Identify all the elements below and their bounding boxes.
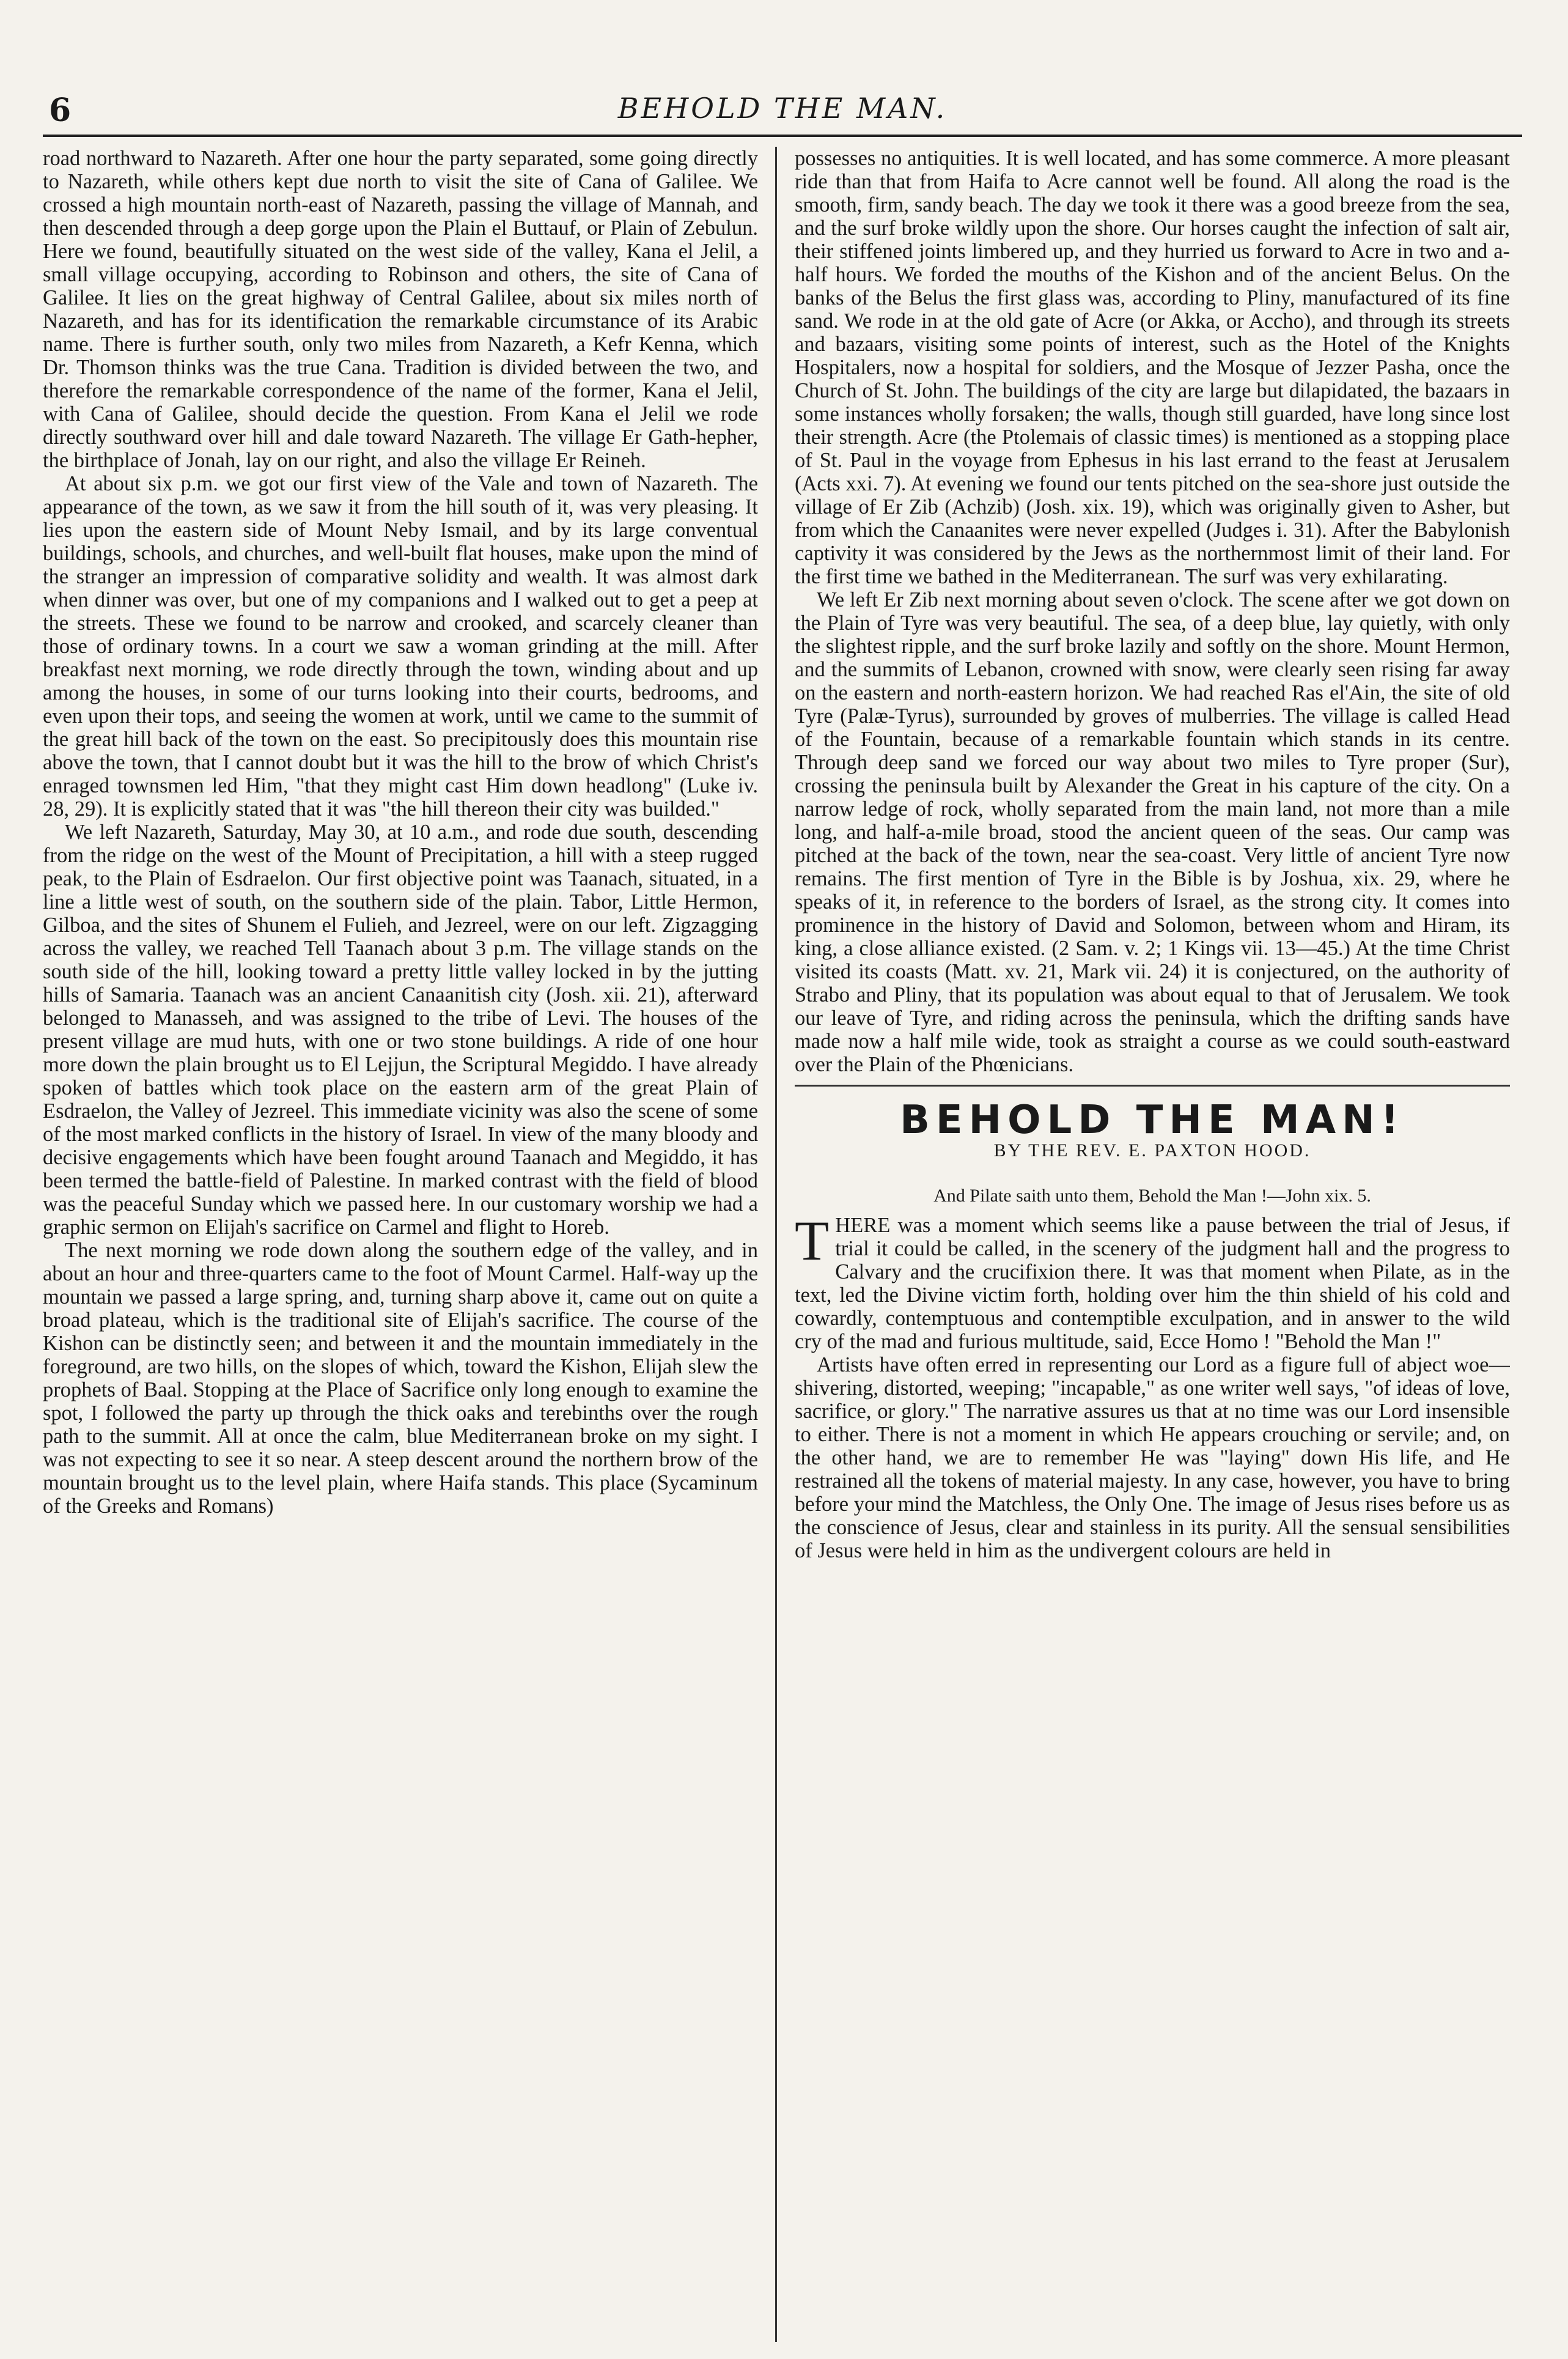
newspaper-page <box>43 92 1522 2342</box>
right-column <box>795 147 1510 2342</box>
paragraph: road northward to Nazareth. After one hour the party separated, some going directly to Nazareth, while others kept due north to visit the site of Cana of Galilee. We crossed a high mountain north-east of Nazareth, passing the village of Mannah, and then descended through a deep gorge upon the Plain el Buttauf, or Plain of Zebulun. Here we found, beautifully situated on the west side of the valley, Kana el Jelil, a small village occupying, according to Robinson and others, the site of Cana of Galilee. It lies on the great highway of Central Galilee, about six miles north of Nazareth, and has for its identification the remarkable circumstance of its Arabic name. There is further south, only two miles from Nazareth, a Kefr Kenna, which Dr. Thomson thinks was the true Cana. Tradition is divided between the two, and therefore the remarkable correspondence of the name of the former, Kana el Jelil, with Cana of Galilee, should decide the question. From Kana el Jelil we rode directly southward over hill and dale toward Nazareth. The village Er Gath-hepher, the birthplace of Jonah, lay on our right, and also the village Er Reineh. <box>43 147 758 472</box>
paragraph: possesses no antiquities. It is well located, and has some commerce. A more pleasant ride than that from Haifa to Acre cannot well be found. All along the road is the smooth, firm, sandy beach. The day we took it there was a good breeze from the sea, and the surf broke wildly upon the shore. Our horses caught the infection of salt air, their stiffened joints limbered up, and they hurried us forward to Acre in two and a-half hours. We forded the mouths of the Kishon and of the ancient Belus. On the banks of the Belus the first glass was, according to Pliny, manufactured of its fine sand. We rode in at the old gate of Acre (or Akka, or Accho), and through its streets and bazaars, visiting some points of interest, such as the Hotel of the Knights Hospitalers, now a hospital for soldiers, and the Mosque of Jezzer Pasha, once the Church of St. John. The buildings of the city are large but dilapidated, the bazaars in some instances wholly forsaken; the walls, though still guarded, have long since lost their strength. Acre (the Ptolemais of classic times) is mentioned as a stopping place of St. Paul in the voyage from Ephesus in his last errand to the feast at Jerusalem (Acts xxi. 7). At evening we found our tents pitched on the sea-shore just outside the village of Er Zib (Achzib) (Josh. xix. 19), which was originally given to Asher, but from which the Canaanites were never expelled (Judges i. 31). After the Babylonish captivity it was considered by the Jews as the northernmost limit of their land. For the first time we bathed in the Mediterranean. The surf was very exhilarating. <box>795 147 1510 588</box>
article-byline: BY THE REV. E. PAXTON HOOD. <box>993 1140 1311 1161</box>
article-opening-paragraph <box>795 1209 1510 1353</box>
paragraph: We left Nazareth, Saturday, May 30, at 10 a.m., and rode due south, descending from the ridge on the west of the Mount of Precipitation, a hill with a steep rugged peak, to the Plain of Esdraelon. Our first objective point was Taanach, situated, in a line a little west of south, on the southern side of the plain. Tabor, Little Hermon, Gilboa, and the sites of Shunem el Fulieh, and Jezreel, were on our left. Zigzagging across the valley, we reached Tell Taanach about 3 p.m. The village stands on the south side of the hill, looking toward a pretty little valley locked in by the jutting hills of Samaria. Taanach was an ancient Canaanitish city (Josh. xii. 21), afterward belonged to Manasseh, and was assigned to the tribe of Levi. The houses of the present village are mud huts, with one or two stone buildings. A ride of one hour more down the plain brought us to El Lejjun, the Scriptural Megiddo. I have already spoken of battles which took place on the eastern arm of the great Plain of Esdraelon, the Valley of Jezreel. This immediate vicinity was also the scene of some of the most marked conflicts in the history of Israel. In view of the many bloody and decisive engagements which have been fought around Taanach and Megiddo, it has been termed the battle-field of Palestine. In marked contrast with the field of blood was the peaceful Sunday which we passed here. In our customary worship we had a graphic sermon on Elijah's sacrifice on Carmel and flight to Horeb. <box>43 821 758 1239</box>
page-header <box>43 92 1522 137</box>
page-number: 6 <box>49 92 72 129</box>
columns <box>43 147 1522 2342</box>
paragraph: At about six p.m. we got our first view of the Vale and town of Nazareth. The appearance of the town, as we saw it from the hill south of it, was very pleasing. It lies upon the eastern side of Mount Neby Ismail, and by its large conventual buildings, schools, and churches, and well-built flat houses, make upon the mind of the stranger an impression of comparative solidity and wealth. It was almost dark when dinner was over, but one of my companions and I walked out to get a peep at the streets. These we found to be narrow and crooked, and scarcely cleaner than those of ordinary towns. In a court we saw a woman grinding at the mill. After breakfast next morning, we rode directly through the town, winding about and up among the houses, in some of our turns looking into their courts, bedrooms, and even upon their tops, and seeing the women at work, until we came to the summit of the great hill back of the town on the east. So precipitously does this mountain rise above the town, that I cannot doubt but it was the hill to the brow of which Christ's enraged townsmen led Him, "that they might cast Him down headlong" (Luke iv. 28, 29). It is explicitly stated that it was "the hill thereon their city was builded." <box>43 472 758 821</box>
drop-cap: T <box>795 1209 830 1272</box>
paragraph: We left Er Zib next morning about seven o'clock. The scene after we got down on the Plain of Tyre was very beautiful. The sea, of a deep blue, lay quietly, with only the slightest ripple, and the surf broke lazily and softly on the shore. Mount Hermon, and the summits of Lebanon, crowned with snow, were clearly seen rising far away on the eastern and north-eastern horizon. We had reached Ras el'Ain, the site of old Tyre (Palæ-Tyrus), surrounded by groves of mulberries. The village is called Head of the Fountain, because of a remarkable fountain which stands in its centre. Through deep sand we forced our way about two miles to Tyre proper (Sur), crossing the peninsula built by Alexander the Great in his capture of the city. On a narrow ledge of rock, wholly separated from the main land, not more than a mile long, and half-a-mile broad, stood the ancient queen of the seas. Our camp was pitched at the back of the town, near the sea-coast. Very little of ancient Tyre now remains. The first mention of Tyre in the Bible is by Joshua, xix. 29, where he speaks of it, in reference to the borders of Israel, as the strong city. It comes into prominence in the history of David and Solomon, between whom and Hiram, its king, a close alliance existed. (2 Sam. v. 2; 1 Kings vii. 13—45.) At the time Christ visited its coasts (Matt. xv. 21, Mark vii. 24) it is conjectured, on the authority of Strabo and Pliny, that its population was about equal to that of Jerusalem. We took our leave of Tyre, and riding across the peninsula, which the drifting sands have made now a half mile wide, took as straight a course as we could south-eastward over the Plain of the Phœnicians. <box>795 588 1510 1076</box>
article-title: BEHOLD THE MAN! <box>900 1098 1405 1143</box>
article-divider <box>795 1085 1510 1087</box>
column-divider <box>775 147 777 2342</box>
left-column <box>43 147 758 2342</box>
opening-text: HERE was a moment which seems like a pause between the trial of Jesus, if trial it could be called, in the scenery of the judgment hall and the progress to Calvary and the crucifixion there. It was that moment when Pilate, as in the text, led the Divine victim forth, holding over him the thin shield of his cold and cowardly, contemptuous and contemptible exculpation, and in answer to the wild cry of the mad and furious multitude, said, Ecce Homo ! "Behold the Man !" <box>795 1214 1510 1353</box>
paragraph: The next morning we rode down along the southern edge of the valley, and in about an hour and three-quarters came to the foot of Mount Carmel. Half-way up the mountain we passed a large spring, and, turning sharp above it, came out on quite a broad plateau, which is the traditional site of Elijah's sacrifice. The course of the Kishon can be distinctly seen; and between it and the mountain immediately in the foreground, are two hills, on the slopes of which, toward the Kishon, Elijah slew the prophets of Baal. Stopping at the Place of Sacrifice only long enough to examine the spot, I followed the party up through the thick oaks and terebinths over the rough path to the summit. All at once the calm, blue Mediterranean broke on my sight. I was not expecting to see it so near. A steep descent around the northern brow of the mountain brought us to the level plain, where Haifa stands. This place (Sycaminum of the Greeks and Romans) <box>43 1239 758 1518</box>
article-epigraph: And Pilate saith unto them, Behold the Man !—John xix. 5. <box>933 1186 1371 1206</box>
paragraph: Artists have often erred in representing our Lord as a figure full of abject woe—shivering, distorted, weeping; "incapable," as one writer well says, "of ideas of love, sacrifice, or glory." The narrative assures us that at no time was our Lord insensible to either. There is not a moment in which He appears crouching or servile; and, on the other hand, we are to remember He was "laying" down His life, and He restrained all the tokens of material majesty. In any case, however, you have to bring before your mind the Matchless, the Only One. The image of Jesus rises before us as the conscience of Jesus, clear and stainless in its purity. All the sensual sensibilities of Jesus were held in him as the undivergent colours are held in <box>795 1353 1510 1562</box>
running-title: BEHOLD THE MAN. <box>617 92 948 125</box>
